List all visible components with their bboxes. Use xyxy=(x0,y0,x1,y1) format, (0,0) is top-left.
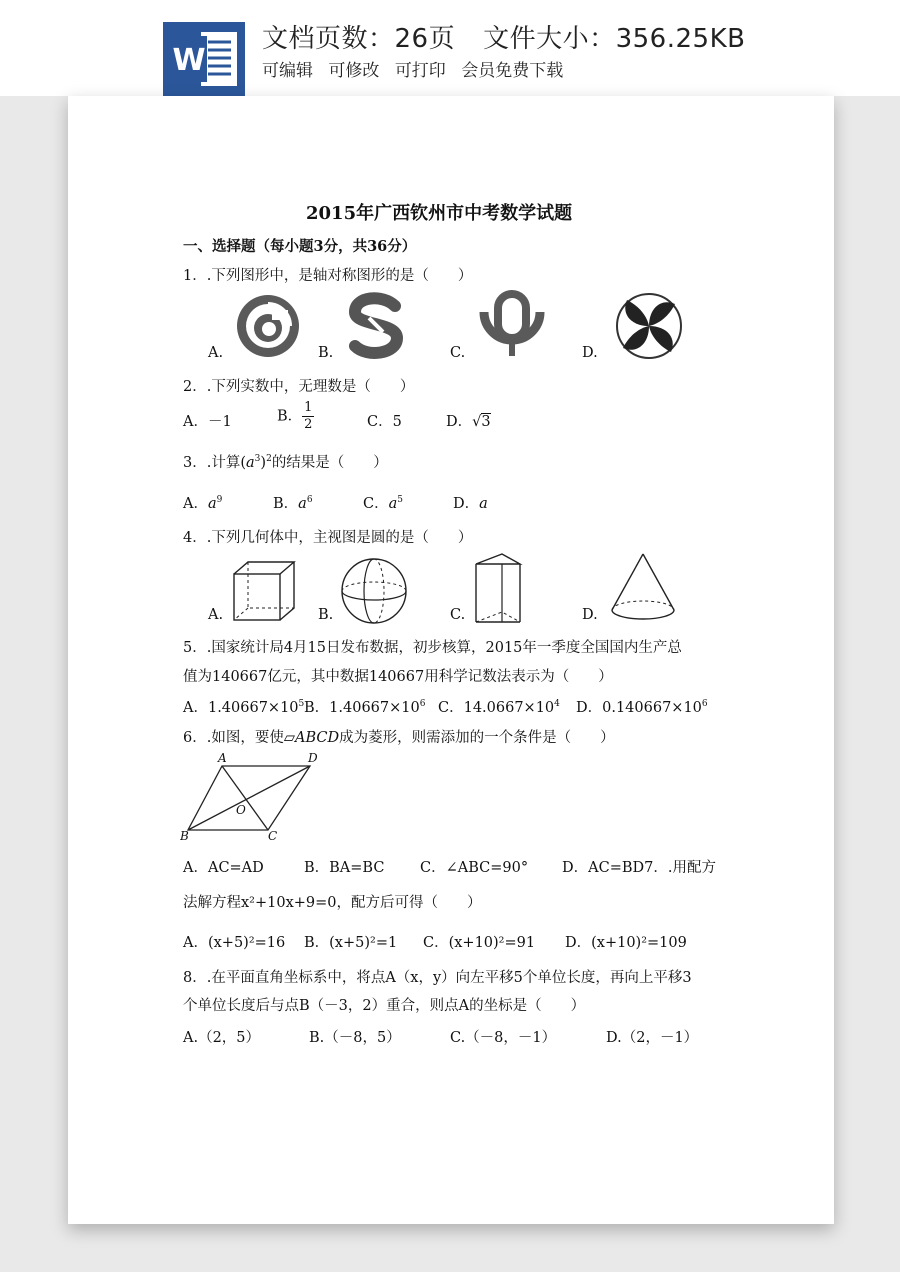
question-1-stem: 1．.下列图形中，是轴对称图形的是（ ） xyxy=(183,268,473,284)
q3-option-d xyxy=(453,492,488,513)
q3-option-c xyxy=(363,492,403,513)
q5-option-d-label: D．0.140667×10 xyxy=(576,700,702,716)
feature-modifiable: 可修改 xyxy=(328,61,380,81)
question-3-stem: 3．.计算$(a^3)^2$的结果是（ ） xyxy=(183,454,388,471)
feature-printable: 可打印 xyxy=(394,61,446,81)
page-count: 文档页数：26页 xyxy=(262,24,456,54)
q5-option-b xyxy=(304,696,425,717)
question-5-line-2: 值为140667亿元，其中数据140667用科学记数法表示为（ ） xyxy=(183,669,613,685)
q7-option-a: A．(x+5)²=16 xyxy=(183,935,286,951)
q7-option-c: C．(x+10)²=91 xyxy=(423,935,536,951)
q4-option-b: B. xyxy=(318,607,334,623)
cone-figure xyxy=(608,552,678,626)
q5-option-c xyxy=(438,696,560,717)
word-document-icon xyxy=(163,22,245,96)
q8-option-a: A.（2，5） xyxy=(183,1030,261,1046)
q3-base: a xyxy=(246,455,255,471)
question-7-line: 法解方程x²+10x+9=0，配方后可得（ ） xyxy=(183,895,482,911)
section-heading: 一、选择题（每小题3分，共36分） xyxy=(183,238,417,255)
vertex-c-label: C xyxy=(268,829,278,842)
feature-list xyxy=(262,56,573,81)
bank-logo-symbol-figure xyxy=(474,290,550,360)
vertex-b-label: B xyxy=(180,829,189,842)
fraction-numerator: 1 xyxy=(304,400,313,415)
file-size: 文件大小：356.25KB xyxy=(483,24,746,54)
q5-option-c-exp: 4 xyxy=(554,699,560,710)
q6-option-a: A．AC=AD xyxy=(183,860,264,876)
question-8-line-2: 个单位长度后与点B（－3，2）重合，则点A的坐标是（ ） xyxy=(183,998,586,1014)
banner-title xyxy=(262,18,745,55)
s-letter-symbol-figure xyxy=(343,292,409,360)
q3-option-b-exp: 6 xyxy=(306,495,313,506)
q4-option-d: D. xyxy=(582,607,598,623)
q8-option-c: C.（－8，－1） xyxy=(450,1030,557,1046)
q6-option-d: D．AC=BD7．.用配方 xyxy=(562,860,716,876)
q5-option-a xyxy=(183,696,304,717)
word-icon-letter: W xyxy=(172,43,206,78)
q3-var: a xyxy=(388,496,398,512)
q1-option-a: A. xyxy=(208,345,224,361)
pinwheel-symbol-figure xyxy=(613,290,685,362)
q2-option-d xyxy=(446,410,491,431)
q3-option-a xyxy=(183,492,222,513)
q4-option-a: A. xyxy=(208,607,224,623)
q1-option-b: B. xyxy=(318,345,334,361)
q3-option-a-exp: 9 xyxy=(216,495,223,506)
q6-stem-prefix: 6．.如图，要使 xyxy=(183,730,284,746)
question-5-line-1: 5．.国家统计局4月15日发布数据，初步核算，2015年一季度全国国内生产总 xyxy=(183,640,682,656)
question-8-line-1: 8．.在平面直角坐标系中，将点A（x，y）向左平移5个单位长度，再向上平移3 xyxy=(183,970,692,986)
feature-free-download: 会员免费下载 xyxy=(461,61,564,81)
sphere-figure xyxy=(339,556,409,626)
q3-outer-exponent: 2 xyxy=(266,454,272,465)
center-o-label: O xyxy=(236,803,246,817)
question-4-stem: 4．.下列几何体中，主视图是圆的是（ ） xyxy=(183,530,473,546)
q3-option-d-label: D． xyxy=(453,496,480,512)
q3-stem-suffix: 的结果是（ ） xyxy=(271,455,388,471)
q6-stem-suffix: 成为菱形，则需添加的一个条件是（ ） xyxy=(339,730,615,746)
vertex-a-label: A xyxy=(218,751,227,765)
q6-option-c: C．∠ABC=90° xyxy=(420,860,529,876)
q1-option-d: D. xyxy=(582,345,598,361)
q3-option-b xyxy=(273,492,313,513)
q1-option-c: C. xyxy=(450,345,466,361)
cube-figure xyxy=(228,558,300,624)
q3-inner-exponent: 3 xyxy=(254,454,261,465)
parallelogram-figure xyxy=(180,750,322,842)
q3-var: a xyxy=(207,496,217,512)
question-2-stem: 2．.下列实数中，无理数是（ ） xyxy=(183,379,415,395)
vertex-d-label: D xyxy=(308,751,318,765)
q5-option-d-exp: 6 xyxy=(701,699,708,710)
download-banner xyxy=(0,0,900,100)
q7-option-b: B．(x+5)²=1 xyxy=(304,935,398,951)
q3-var: a xyxy=(298,496,307,512)
q3-option-c-label: C． xyxy=(363,496,389,512)
q3-option-b-label: B． xyxy=(273,496,299,512)
spiral-symbol-figure xyxy=(232,292,304,360)
triangular-prism-figure xyxy=(472,552,524,626)
q2-option-b-label: B． xyxy=(277,408,303,425)
q7-option-d: D．(x+10)²=109 xyxy=(565,935,687,951)
q5-option-c-label: C．14.0667×10 xyxy=(438,700,555,716)
q5-option-b-label: B．1.40667×10 xyxy=(304,700,420,716)
q6-parallelogram: ▱ABCD xyxy=(283,730,340,746)
q3-stem-prefix: 3．.计算 xyxy=(183,455,241,471)
q8-option-b: B.（－8，5） xyxy=(309,1030,401,1046)
q5-option-d xyxy=(576,696,708,717)
q2-option-a: A．－1 xyxy=(183,414,232,430)
q2-option-c: C．5 xyxy=(367,414,402,430)
feature-editable: 可编辑 xyxy=(262,61,313,81)
q4-option-c: C. xyxy=(450,607,466,623)
document-page xyxy=(68,96,834,1224)
q2-option-d-label: D． xyxy=(446,414,473,430)
q5-option-b-exp: 6 xyxy=(419,699,426,710)
q3-option-c-exp: 5 xyxy=(397,495,403,506)
q6-option-b: B．BA=BC xyxy=(304,860,385,876)
q3-var: a xyxy=(479,496,488,512)
q8-option-d: D.（2，－1） xyxy=(606,1030,699,1046)
question-6-stem xyxy=(183,726,615,747)
fraction xyxy=(302,400,314,433)
radicand: 3 xyxy=(481,414,491,430)
q5-option-a-label: A．1.40667×10 xyxy=(183,700,299,716)
q2-option-b xyxy=(277,400,314,433)
square-root-sign: √ xyxy=(472,414,482,430)
fraction-denominator: 2 xyxy=(304,417,313,432)
q3-option-a-label: A． xyxy=(183,496,208,512)
document-title: 2015年广西钦州市中考数学试题 xyxy=(306,203,573,224)
q5-option-a-exp: 5 xyxy=(298,699,305,710)
